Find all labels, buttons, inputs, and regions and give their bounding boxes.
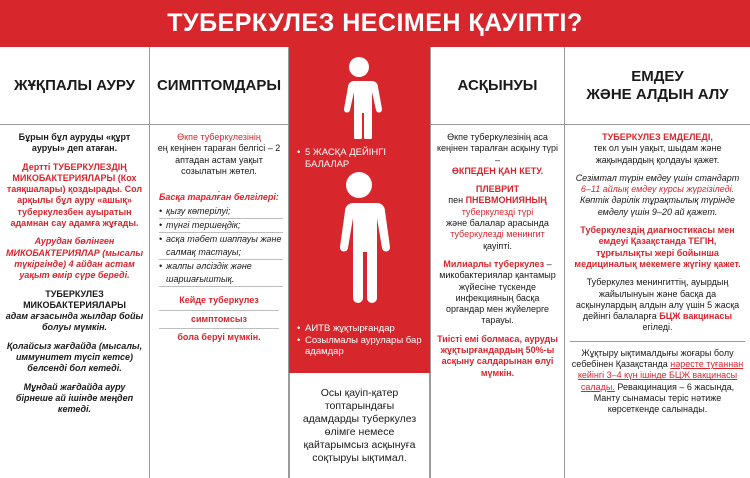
paragraph: тек ол уын уақыт, шыдам және жақындардың қолдауы қажет.	[593, 143, 722, 165]
text-red: Милиарлы туберкулез	[443, 258, 545, 269]
paragraph: адам ағзасында жылдар бойы болуы мүмкін.	[5, 311, 144, 333]
paragraph: Мұндай жағдайда ауру бірнеше ай ішінде меңдеп кетеді.	[15, 381, 134, 415]
note-line: симптомсыз	[190, 313, 247, 324]
header-line: ЖӘНЕ АЛДЫН АЛУ	[586, 85, 729, 103]
text: қауіпті.	[483, 240, 512, 251]
text: Жұқтыру ықтималдығы жоғары болу себебінен Қазақстанда	[571, 347, 734, 370]
adult-figure-icon	[327, 172, 391, 308]
paragraph: ең кеңінен тараған белгісі – 2 аптадан астам уақыт созылатын жөтел.	[157, 143, 281, 176]
risk-group-2	[297, 323, 430, 358]
paragraph-red: ӨКПЕДЕН ҚАН КЕТУ.	[451, 165, 544, 176]
paragraph-red: ПЛЕВРИТ	[475, 184, 520, 195]
text-red: ПНЕВМОНИЯНЫҢ	[465, 195, 547, 206]
column-header: СИМПТОМДАРЫ	[150, 47, 288, 125]
column-header	[565, 47, 750, 125]
risk-item: • 5 ЖАСҚА ДЕЙІНГІ БАЛАЛАР	[297, 147, 430, 170]
risk-item: • АИТВ жұқтырғандар	[297, 323, 430, 335]
column-contagious	[0, 47, 150, 478]
risk-item: • Созылмалы aурулары бар адамдар	[297, 335, 430, 358]
text-red: туберкулезді түрі	[461, 206, 534, 217]
paragraph: Бұрын бұл ауруды «құрт ауруы» деп атаған.	[18, 132, 131, 154]
paragraph: Өкпе туберкулезінің аса кеңінен таралған асқыну түрі –	[436, 132, 559, 165]
risk-warning-box: Осы қауіп-қатер топтарындағы адамдарды туберкулез өлімге немесе қайтарымсыз асқынуға соқтыруы ықтимал.	[289, 373, 430, 478]
column-header: ЖҰҚПАЛЫ АУРУ	[0, 47, 149, 125]
note-line: Кейде туберкулез	[179, 295, 259, 306]
column-complications	[430, 47, 565, 478]
list-item: • түнгі тершеңдік;	[159, 219, 283, 233]
note-line: бола беруі мүмкін.	[177, 332, 261, 343]
paragraph-bold: ТУБЕРКУЛЕЗ МИКОБАКТЕРИЯЛАРЫ	[23, 288, 126, 310]
signs-list	[155, 205, 283, 287]
column-header: АСҚЫНУЫ	[431, 47, 564, 125]
column-treatment	[565, 47, 750, 478]
child-figure-icon	[336, 57, 382, 139]
page-title: ТУБЕРКУЛЕЗ НЕСІМЕН ҚАУІПТІ?	[0, 0, 750, 47]
text: егіледі.	[642, 322, 673, 333]
list-item: • жалпы әлсіздік және шаршағыштық.	[159, 260, 283, 287]
paragraph: Аурудан бөлінген МИКОБАКТЕРИЯЛАР (мысалы түкіргінде) 4 айдан астам уақыт өмір сүре береді.	[5, 236, 144, 281]
text-red: ТУБЕРКУЛЕЗ ЕМДЕЛЕДІ,	[602, 132, 713, 142]
text: және балалар арасында	[446, 218, 549, 229]
header-line: ЕМДЕУ	[631, 67, 684, 85]
text-red: 6–11 айлық емдеу курсы жүргізіледі.	[580, 184, 735, 195]
paragraph: Қолайсыз жағдайда (мысалы, иммунитет түсіп кетсе) белсенді бол кетеді.	[6, 340, 143, 374]
list-item: • қызу көтерілуі;	[159, 205, 283, 219]
text: Көптік дәрілік тұрақтылық түрінде емделу үшін 9–20 ай қажет.	[579, 195, 736, 217]
list-item: • асқа тәбет шаппауы және салмақ тастауы;	[159, 233, 283, 260]
text: пен	[448, 195, 464, 206]
text-red: нәресте туғаннан кейінгі 3–4 күн ішінде БЦЖ вакцинасы салады.	[577, 359, 744, 392]
paragraph-red: Тиісті емі болмаса, ауруды жұқтырғандардың 50%-ы асқыну салдарынан өлуі мүмкін.	[437, 333, 558, 378]
text: Сезімтал түрін емдеу үшін стандарт	[575, 172, 740, 183]
risk-group-1	[297, 147, 430, 170]
column-symptoms	[150, 47, 289, 478]
text: – микобактериялар қантамыр жүйесіне түскенде инфекцияның басқа органдар мен жүйелерге тарауы.	[439, 258, 556, 326]
dot-separator: .	[217, 184, 221, 195]
symptom-intro-red: Өкпе туберкулезінің	[177, 132, 261, 142]
other-signs-title: Басқа таралған белгілері:	[159, 192, 279, 203]
text-red: БЦЖ вакцинасы	[659, 311, 733, 322]
text: Туберкулез менингиттің, ауырдың жайылынуын және басқа да асқынулардың алдын алу үшін 5 жасқа дейінгі балаларға	[575, 277, 740, 322]
text: Ревакцинация – 6 жасында, Манту сынамасы теріс нәтиже көрсеткенде салынады.	[593, 381, 735, 415]
paragraph: Дертті ТУБЕРКУЛЕЗДІҢ МИКОБАКТЕРИЯЛАРЫ (Кох таяқшалары) қоздырады. Сол арқылы бұл ауру «ашық» туберкулезбен ауыратын адамнан сау адамға жұғады.	[6, 161, 143, 229]
column-risk-groups	[289, 47, 430, 478]
paragraph-red: Туберкулездің диагностикасы мен емдеуі Қазақстанда ТЕГІН, тұрғылықты жері бойынша медициналық мекемеге жүгіну қажет.	[574, 225, 741, 269]
text-red: туберкулезді менингит	[450, 229, 545, 240]
